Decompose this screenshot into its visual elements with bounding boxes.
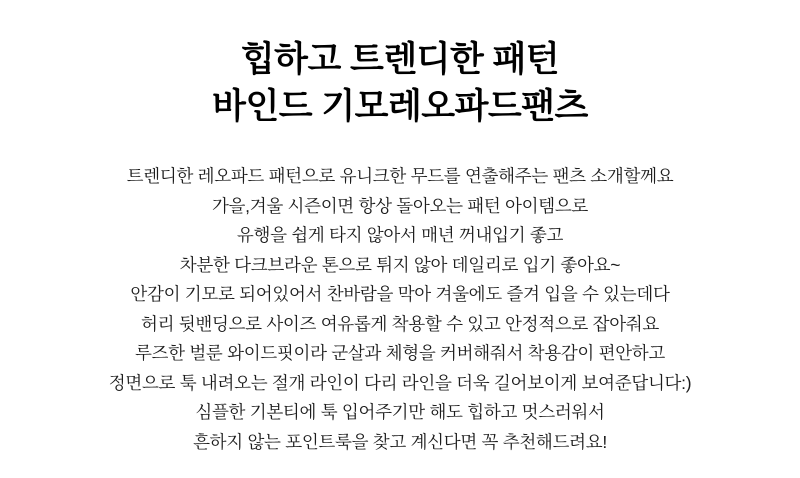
page-title-line-1: 힙하고 트렌디한 패턴 xyxy=(240,40,560,79)
description-line-8: 정면으로 툭 내려오는 절개 라인이 다리 라인을 더욱 길어보이게 보여준답니다:) xyxy=(108,372,692,393)
description-line-10: 흔하지 않는 포인트룩을 찾고 계신다면 꼭 추천해드려요! xyxy=(193,431,607,452)
description-line-9: 심플한 기본티에 툭 입어주기만 해도 힙하고 멋스러워서 xyxy=(195,402,605,422)
description-line-3: 유행을 쉽게 타지 않아서 매년 꺼내입기 좋고 xyxy=(236,225,564,245)
description-line-4: 차분한 다크브라운 톤으로 튀지 않아 데일리로 입기 좋아요~ xyxy=(179,254,621,275)
description-line-6: 허리 뒷밴딩으로 사이즈 여유롭게 착용할 수 있고 안정적으로 잡아줘요 xyxy=(140,313,660,334)
description-line-5: 안감이 기모로 되어있어서 찬바람을 막아 겨울에도 즐겨 입을 수 있는데다 xyxy=(130,284,670,304)
page-title xyxy=(212,36,588,130)
page-title-line-2: 바인드 기모레오파드팬츠 xyxy=(212,87,588,126)
description-line-2: 가을,겨울 시즌이면 항상 돌아오는 패턴 아이템으로 xyxy=(211,195,589,216)
description-line-7: 루즈한 벌룬 와이드핏이라 군살과 체형을 커버해줘서 착용감이 편안하고 xyxy=(134,343,666,363)
description-body xyxy=(109,162,692,457)
description-line-1: 트렌디한 레오파드 패턴으로 유니크한 무드를 연출해주는 팬츠 소개할께요 xyxy=(126,166,674,186)
